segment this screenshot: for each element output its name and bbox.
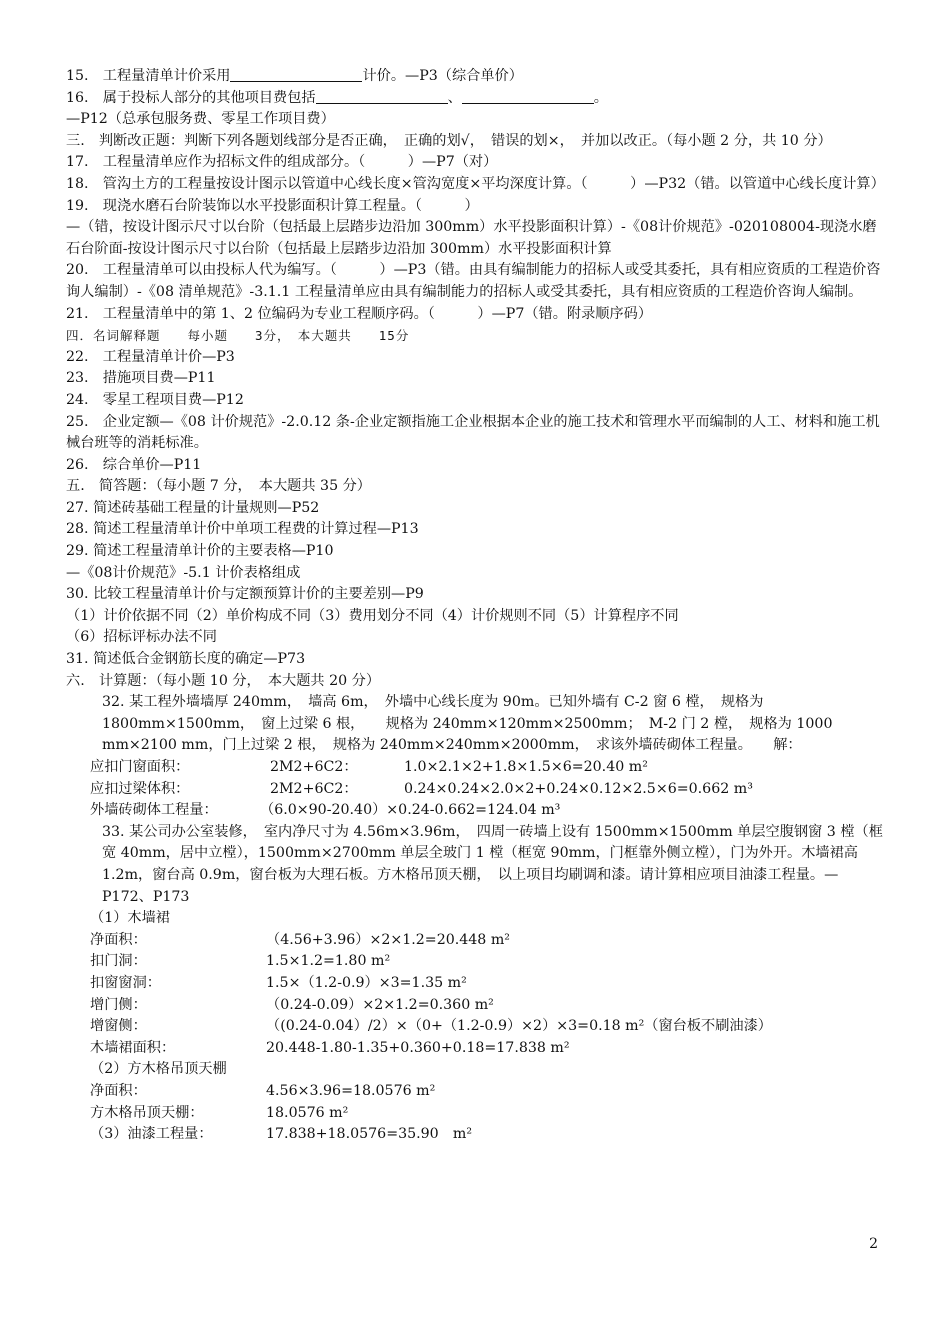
question-21: 21. 工程量清单中的第 1、2 位编码为专业工程顺序码。（ ）—P7（错。附录顺序码） — [66, 305, 653, 322]
answer-29: —《08计价规范》-5.1 计价表格组成 — [66, 564, 301, 581]
answer-19: —（错，按设计图示尺寸以台阶（包括最上层踏步边沿加 300mm）水平投影面积计算）-《08计价规范》-020108004-现浇水磨石台阶面-按设计图示尺寸以台阶（包括最上层踏步边沿加 300mm）水平投影面积计算 — [66, 219, 877, 257]
calc-32-row: 外墙砖砌体工程量： （6.0×90-20.40）×0.24-0.662=124.04 m³ — [90, 802, 561, 819]
page-number: 2 — [869, 1236, 878, 1252]
question-26: 26. 综合单价—P11 — [66, 456, 202, 473]
answer-16: —P12（总承包服务费、零星工作项目费） — [66, 111, 335, 128]
section-6-heading: 六. 计算题：（每小题 10 分， 本大题共 20 分） — [66, 672, 381, 689]
calc-33-row: 净面积： 4.56×3.96=18.0576 m² — [90, 1082, 436, 1099]
question-20: 20. 工程量清单可以由投标人代为编写。（ ）—P3（错。由具有编制能力的招标人或受其委托，具有相应资质的工程造价咨询人编制）-《08 清单规范》-3.1.1 工程量清单应由具有编制能力的招标人或受其委托，具有相应资质的工程造价咨询人编制。 — [66, 262, 881, 300]
calc-32-row: 应扣过梁体积： 2M2+6C2： 0.24×0.24×2.0×2+0.24×0.12×2.5×6=0.662 m³ — [90, 780, 753, 797]
calc-32-row: 应扣门窗面积： 2M2+6C2： 1.0×2.1×2+1.8×1.5×6=20.40 m² — [90, 759, 648, 775]
question-28: 28. 简述工程量清单计价中单项工程费的计算过程—P13 — [66, 521, 419, 538]
question-15: 15. 工程量清单计价采用 计价。—P3（综合单价） — [66, 68, 523, 84]
question-24: 24. 零星工程项目费—P12 — [66, 391, 244, 408]
calc-33-row: 增窗侧： （(0.24-0.04）/2）×（0+（1.2-0.9）×2）×3=0.18 m²（窗台板不刷油漆） — [90, 1018, 772, 1035]
section-5-heading: 五. 简答题：（每小题 7 分， 本大题共 35 分） — [66, 478, 371, 495]
question-29: 29. 简述工程量清单计价的主要表格—P10 — [66, 543, 334, 560]
section-4-heading: 四．名词解释题 每小题 3分， 本大题共 15分 — [66, 328, 410, 344]
subsection-2: （2）方木格吊顶天棚 — [90, 1061, 227, 1078]
calc-33-row: （3）油漆工程量： 17.838+18.0576=35.90 m² — [90, 1126, 473, 1143]
answer-blank — [230, 67, 362, 82]
answer-30: （1）计价依据不同（2）单价构成不同（3）费用划分不同（4）计价规则不同（5）计算程序不同 — [66, 607, 679, 624]
calc-33-row: 扣窗窗洞： 1.5×（1.2-0.9）×3=1.35 m² — [90, 974, 467, 991]
calc-33-row: 扣门洞： 1.5×1.2=1.80 m² — [90, 953, 391, 970]
question-27: 27. 简述砖基础工程量的计量规则—P52 — [66, 499, 320, 516]
question-19: 19. 现浇水磨石台阶装饰以水平投影面积计算工程量。（ ） — [66, 197, 479, 214]
question-30: 30. 比较工程量清单计价与定额预算计价的主要差别—P9 — [66, 586, 424, 603]
answer-blank — [462, 89, 594, 104]
question-33: 33. 某公司办公室装修， 室内净尺寸为 4.56m×3.96m， 四周一砖墙上设有 1500mm×1500mm 单层空腹钢窗 3 樘（框宽 40mm，居中立樘），1500mm×2700mm 单层全玻门 1 樘（框宽 90mm，门框靠外侧立樘），门为外开。木墙裙高 1.2m，窗台高 0.9m，窗台板为大理石板。方木格吊顶天棚， 以上项目均刷调和漆。请计算相应项目油漆工程量。—P172、P173 — [102, 823, 883, 905]
calc-33-row: 方木格吊顶天棚： 18.0576 m² — [90, 1104, 349, 1121]
calc-33-row: 增门侧： （0.24-0.09）×2×1.2=0.360 m² — [90, 996, 494, 1013]
question-31: 31. 简述低合金钢筋长度的确定—P73 — [66, 651, 306, 668]
answer-30-cont: （6）招标评标办法不同 — [66, 629, 217, 646]
question-17: 17. 工程量清单应作为招标文件的组成部分。（ ）—P7（对） — [66, 154, 498, 171]
question-32: 32. 某工程外墙墙厚 240mm， 墙高 6m， 外墙中心线长度为 90m。已知外墙有 C-2 窗 6 樘， 规格为 1800mm×1500mm， 窗上过梁 6 根， 规格为 240mm×120mm×2500mm； M-2 门 2 樘， 规格为 1000 mm×2100 mm，门上过梁 2 根， 规格为 240mm×240mm×2000mm， 求该外墙砖砌体工程量。 解： — [102, 694, 833, 754]
calc-33-row: 木墙裙面积： 20.448-1.80-1.35+0.360+0.18=17.838 m² — [90, 1039, 570, 1056]
subsection-1: （1）木墙裙 — [90, 910, 170, 927]
question-18: 18. 管沟土方的工程量按设计图示以管道中心线长度×管沟宽度×平均深度计算。（ ）—P32（错。以管道中心线长度计算） — [66, 175, 885, 192]
question-22: 22. 工程量清单计价—P3 — [66, 348, 235, 365]
section-3-heading: 三. 判断改正题：判断下列各题划线部分是否正确， 正确的划√， 错误的划×， 并加以改正。（每小题 2 分，共 10 分） — [66, 132, 832, 149]
calc-33-row: 净面积： （4.56+3.96）×2×1.2=20.448 m² — [90, 931, 510, 948]
question-25: 25. 企业定额—《08 计价规范》-2.0.12 条-企业定额指施工企业根据本企业的施工技术和管理水平而编制的人工、材料和施工机械台班等的消耗标准。 — [66, 413, 880, 452]
question-23: 23. 措施项目费—P11 — [66, 370, 216, 387]
answer-blank — [316, 89, 448, 104]
question-16: 16. 属于投标人部分的其他项目费包括 、 。 — [66, 89, 608, 106]
